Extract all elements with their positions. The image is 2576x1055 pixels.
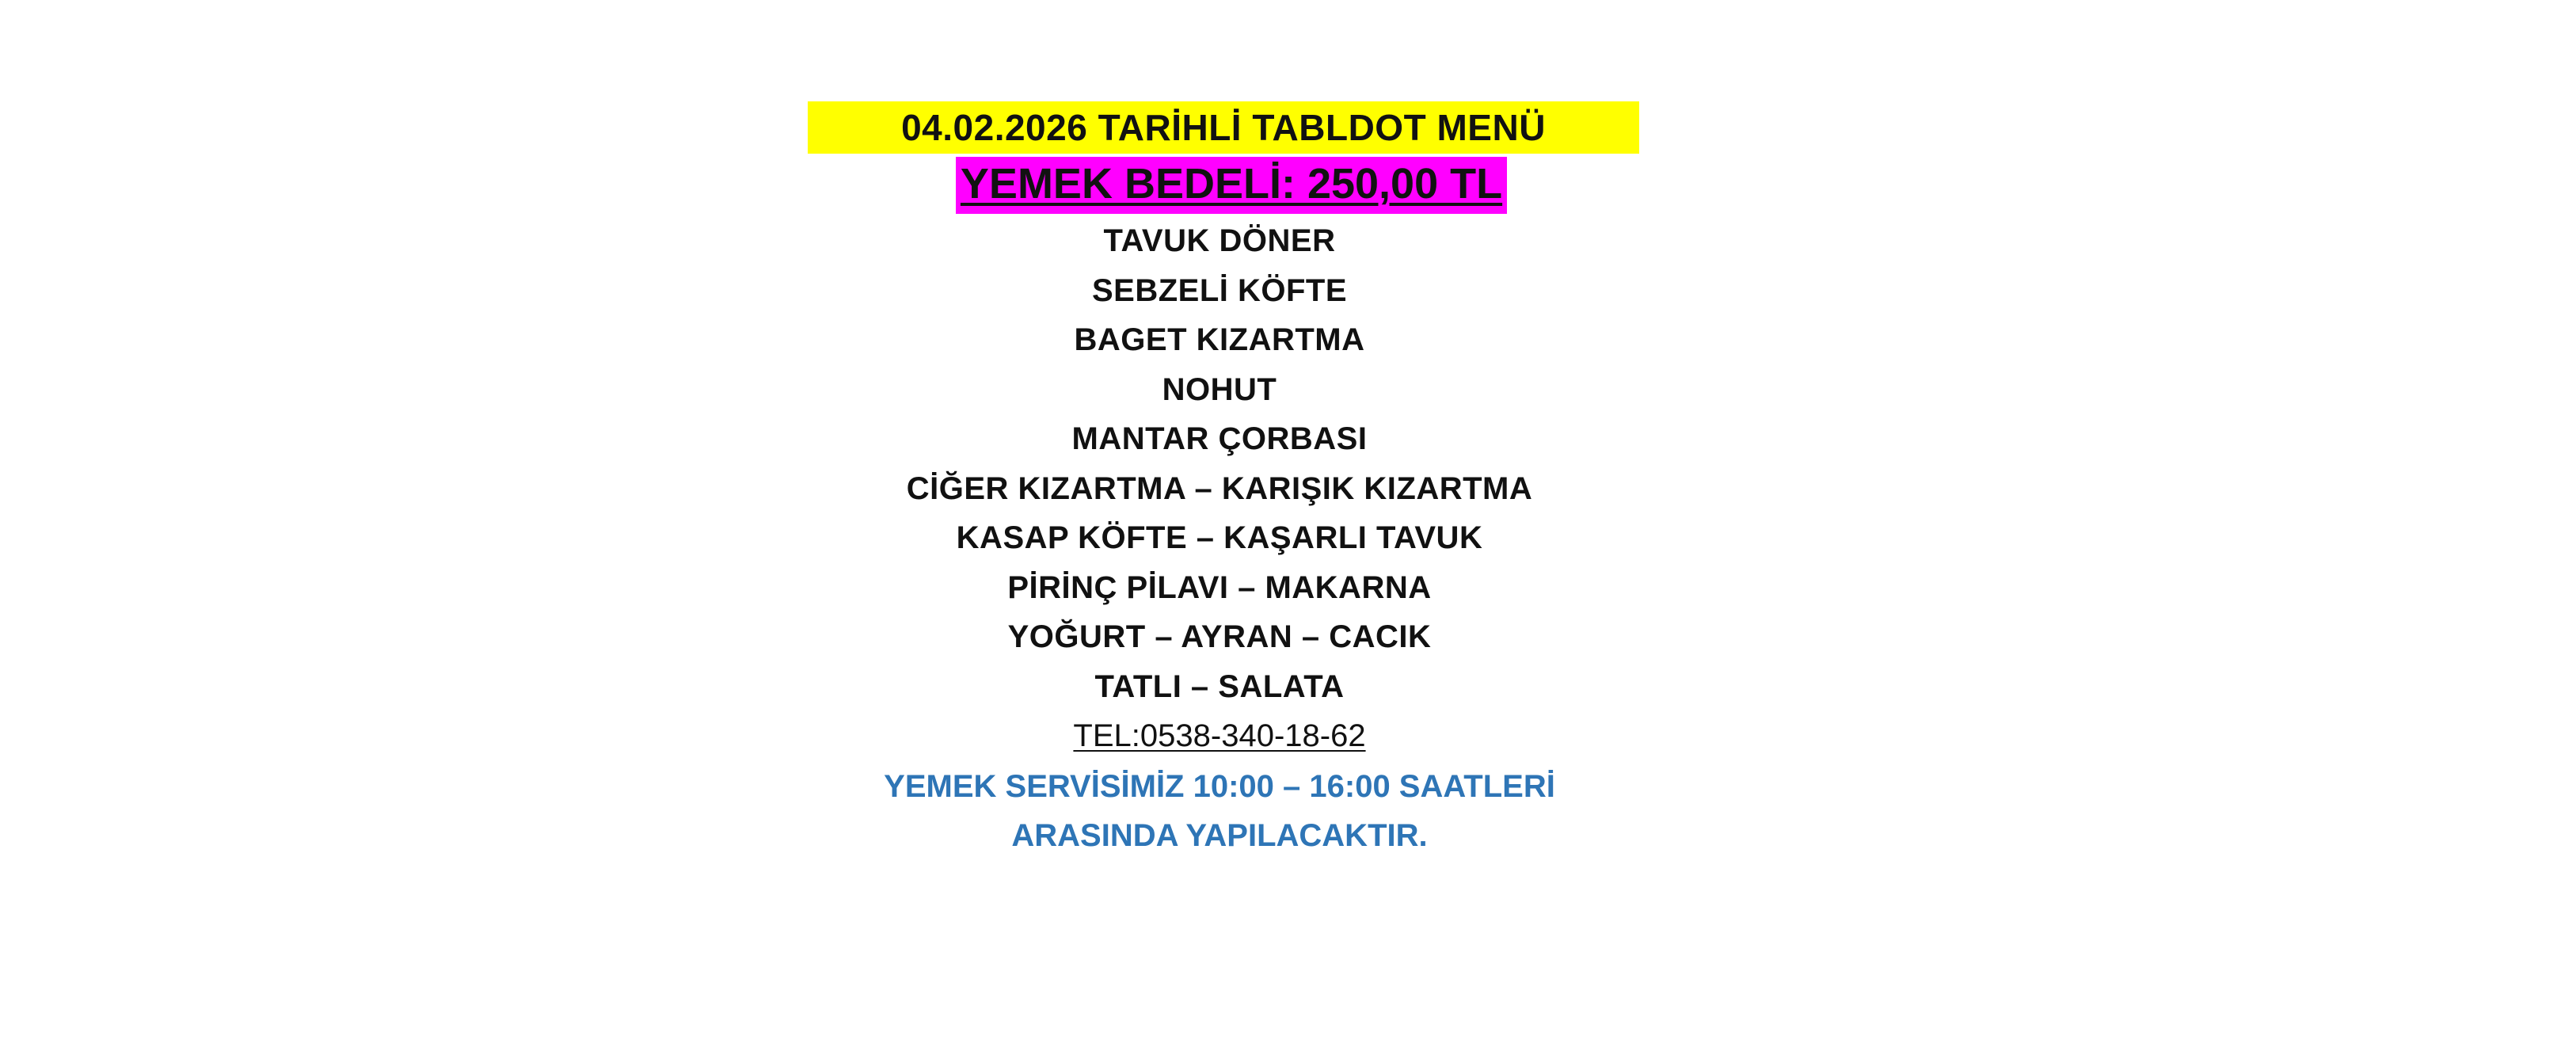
meal-price: YEMEK BEDELİ: 250,00 TL	[956, 157, 1507, 214]
service-note-line: YEMEK SERVİSİMİZ 10:00 – 16:00 SAATLERİ	[884, 769, 1555, 804]
phone-row	[800, 711, 1639, 760]
service-note-line: ARASINDA YAPILACAKTIR.	[1011, 818, 1428, 853]
menu-item: TAVUK DÖNER	[1103, 223, 1336, 258]
menu-title: 04.02.2026 TARİHLİ TABLDOT MENÜ	[901, 107, 1546, 148]
menu-item: KASAP KÖFTE – KAŞARLI TAVUK	[956, 520, 1483, 555]
service-hours-note	[800, 762, 1639, 860]
phone-number: TEL:0538-340-18-62	[1073, 718, 1366, 753]
menu-item: PİRİNÇ PİLAVI – MAKARNA	[1007, 569, 1432, 605]
price-row	[800, 157, 1639, 214]
menu-item: CİĞER KIZARTMA – KARIŞIK KIZARTMA	[906, 470, 1533, 506]
menu-item: SEBZELİ KÖFTE	[1091, 272, 1348, 308]
menu-item: MANTAR ÇORBASI	[1071, 421, 1368, 456]
menu-list	[800, 216, 1639, 711]
title-highlight	[808, 101, 1639, 154]
menu-item: YOĞURT – AYRAN – CACIK	[1007, 619, 1432, 654]
menu-item: TATLI – SALATA	[1094, 668, 1345, 704]
menu-item: BAGET KIZARTMA	[1074, 322, 1365, 357]
menu-item: NOHUT	[1162, 371, 1277, 407]
